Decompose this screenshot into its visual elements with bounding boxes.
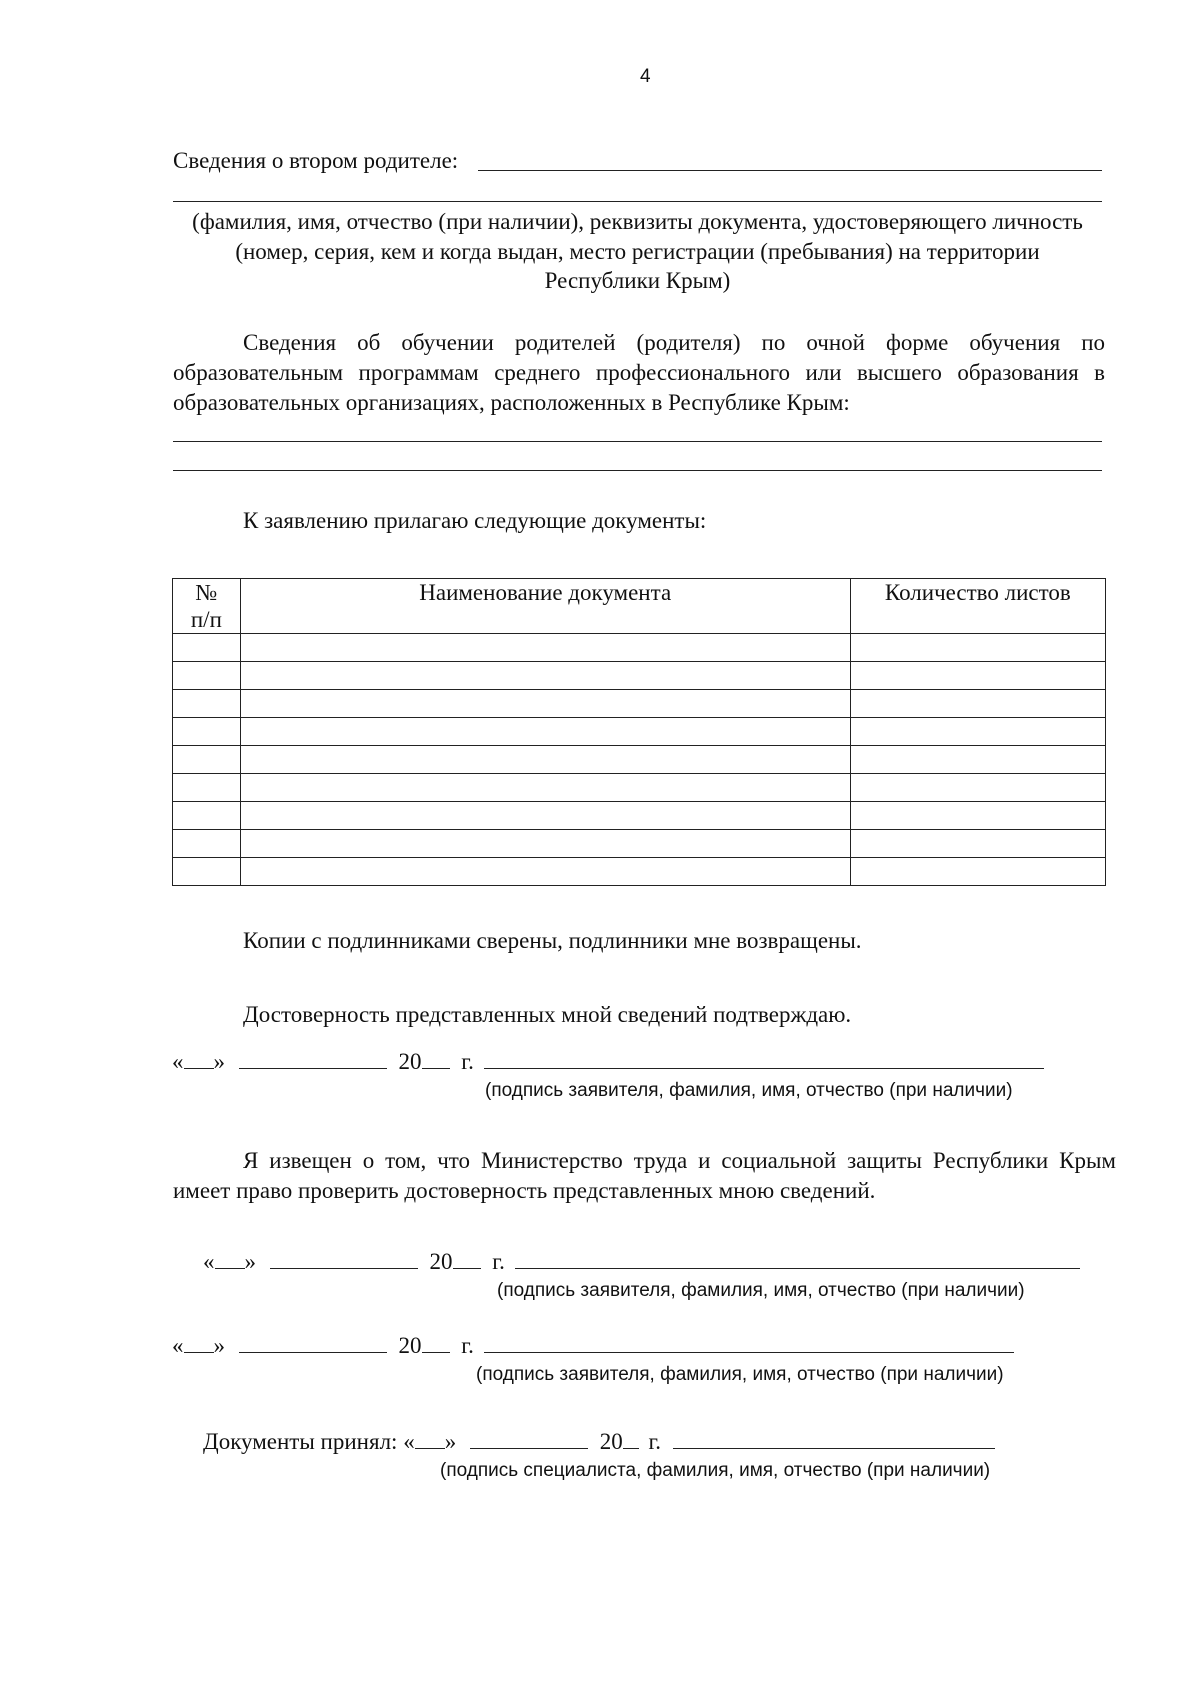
quote-open: «	[203, 1249, 215, 1274]
year-prefix: 20	[599, 1429, 623, 1454]
attachments-intro: К заявлению прилагаю следующие документы:	[243, 508, 707, 533]
education-line-1: Сведения об обучении родителей (родителя) по очной форме обучения по	[243, 330, 1105, 355]
education-field-1[interactable]	[173, 441, 1102, 442]
table-cell[interactable]	[173, 858, 241, 886]
year-prefix: 20	[398, 1049, 422, 1074]
applicant-caption-2: (подпись заявителя, фамилия, имя, отчество (при наличии)	[497, 1280, 1025, 1301]
table-cell[interactable]	[173, 634, 241, 662]
table-row	[173, 746, 1106, 774]
table-cell[interactable]	[850, 634, 1105, 662]
second-parent-field-2[interactable]	[173, 201, 1102, 202]
quote-open: «	[172, 1333, 184, 1358]
month-field[interactable]	[470, 1426, 588, 1449]
applicant-caption-1: (подпись заявителя, фамилия, имя, отчество (при наличии)	[485, 1080, 1013, 1101]
signature-field[interactable]	[484, 1046, 1044, 1069]
table-cell[interactable]	[850, 746, 1105, 774]
day-field[interactable]	[215, 1246, 245, 1269]
table-cell[interactable]	[173, 690, 241, 718]
table-row	[173, 858, 1106, 886]
year-field[interactable]	[453, 1246, 481, 1269]
received-label: Документы принял:	[203, 1429, 398, 1454]
signature-row-2	[203, 1246, 1080, 1277]
quote-close: »	[213, 1333, 225, 1358]
education-line-2: образовательным программам среднего профессионального или высшего образования в	[173, 360, 1105, 385]
year-prefix: 20	[429, 1249, 453, 1274]
table-cell[interactable]	[850, 774, 1105, 802]
table-cell[interactable]	[850, 802, 1105, 830]
second-parent-caption-1: (фамилия, имя, отчество (при наличии), реквизиты документа, удостоверяющего личность	[192, 209, 1083, 234]
table-row	[173, 802, 1106, 830]
second-parent-caption-2: (номер, серия, кем и когда выдан, место регистрации (пребывания) на территории	[235, 239, 1040, 264]
table-row	[173, 690, 1106, 718]
education-field-2[interactable]	[173, 470, 1102, 471]
ministry-notice-line-2: имеет право проверить достоверность представленных мною сведений.	[173, 1178, 876, 1203]
education-line-3: образовательных организациях, расположенных в Республике Крым:	[173, 390, 850, 415]
second-parent-field-1[interactable]	[478, 170, 1102, 171]
received-caption: (подпись специалиста, фамилия, имя, отчество (при наличии)	[440, 1460, 991, 1481]
table-cell[interactable]	[240, 802, 850, 830]
table-cell[interactable]	[240, 662, 850, 690]
quote-close: »	[444, 1429, 457, 1454]
table-cell[interactable]	[173, 718, 241, 746]
applicant-caption-3: (подпись заявителя, фамилия, имя, отчество (при наличии)	[476, 1364, 1004, 1385]
header-number-line2: п/п	[190, 607, 222, 632]
year-suffix: г.	[461, 1049, 474, 1074]
table-cell[interactable]	[850, 830, 1105, 858]
table-cell[interactable]	[173, 830, 241, 858]
second-parent-caption-3: Республики Крым)	[544, 268, 731, 293]
second-parent-label: Сведения о втором родителе:	[173, 148, 459, 173]
specialist-signature-field[interactable]	[673, 1426, 995, 1449]
year-prefix: 20	[398, 1333, 422, 1358]
table-row	[173, 718, 1106, 746]
quote-close: »	[244, 1249, 256, 1274]
quote-open: «	[172, 1049, 184, 1074]
table-cell[interactable]	[240, 718, 850, 746]
header-number	[173, 579, 241, 634]
copies-note: Копии с подлинниками сверены, подлинники мне возвращены.	[243, 928, 862, 953]
header-number-line1: №	[195, 580, 218, 605]
year-suffix: г.	[461, 1333, 474, 1358]
table-cell[interactable]	[240, 830, 850, 858]
table-cell[interactable]	[173, 662, 241, 690]
day-field[interactable]	[415, 1426, 445, 1449]
table-cell[interactable]	[850, 718, 1105, 746]
signature-row-1	[172, 1046, 1044, 1077]
year-field[interactable]	[422, 1330, 450, 1353]
table-cell[interactable]	[850, 858, 1105, 886]
table-cell[interactable]	[173, 802, 241, 830]
received-row	[203, 1426, 995, 1457]
attachments-table	[172, 578, 1106, 886]
table-cell[interactable]	[240, 774, 850, 802]
month-field[interactable]	[239, 1330, 387, 1353]
day-field[interactable]	[184, 1330, 214, 1353]
quote-open: «	[403, 1429, 415, 1454]
month-field[interactable]	[270, 1246, 418, 1269]
year-suffix: г.	[648, 1429, 662, 1454]
signature-field[interactable]	[484, 1330, 1014, 1353]
table-row	[173, 634, 1106, 662]
ministry-notice-line-1: Я извещен о том, что Министерство труда и социальной защиты Республики Крым	[243, 1148, 1116, 1173]
table-row	[173, 662, 1106, 690]
table-header-row	[173, 579, 1106, 634]
page-number: 4	[640, 66, 651, 87]
header-document-name: Наименование документа	[240, 579, 850, 634]
year-field[interactable]	[422, 1046, 450, 1069]
table-cell[interactable]	[850, 690, 1105, 718]
day-field[interactable]	[184, 1046, 214, 1069]
table-cell[interactable]	[850, 662, 1105, 690]
table-row	[173, 830, 1106, 858]
quote-close: »	[213, 1049, 225, 1074]
month-field[interactable]	[239, 1046, 387, 1069]
table-cell[interactable]	[240, 634, 850, 662]
table-cell[interactable]	[173, 746, 241, 774]
header-sheet-count: Количество листов	[850, 579, 1105, 634]
year-suffix: г.	[492, 1249, 505, 1274]
reliability-note: Достоверность представленных мной сведений подтверждаю.	[243, 1002, 852, 1027]
signature-row-3	[172, 1330, 1014, 1361]
year-field[interactable]	[623, 1426, 639, 1449]
table-cell[interactable]	[240, 858, 850, 886]
table-cell[interactable]	[240, 690, 850, 718]
table-cell[interactable]	[173, 774, 241, 802]
signature-field[interactable]	[515, 1246, 1080, 1269]
table-row	[173, 774, 1106, 802]
table-cell[interactable]	[240, 746, 850, 774]
